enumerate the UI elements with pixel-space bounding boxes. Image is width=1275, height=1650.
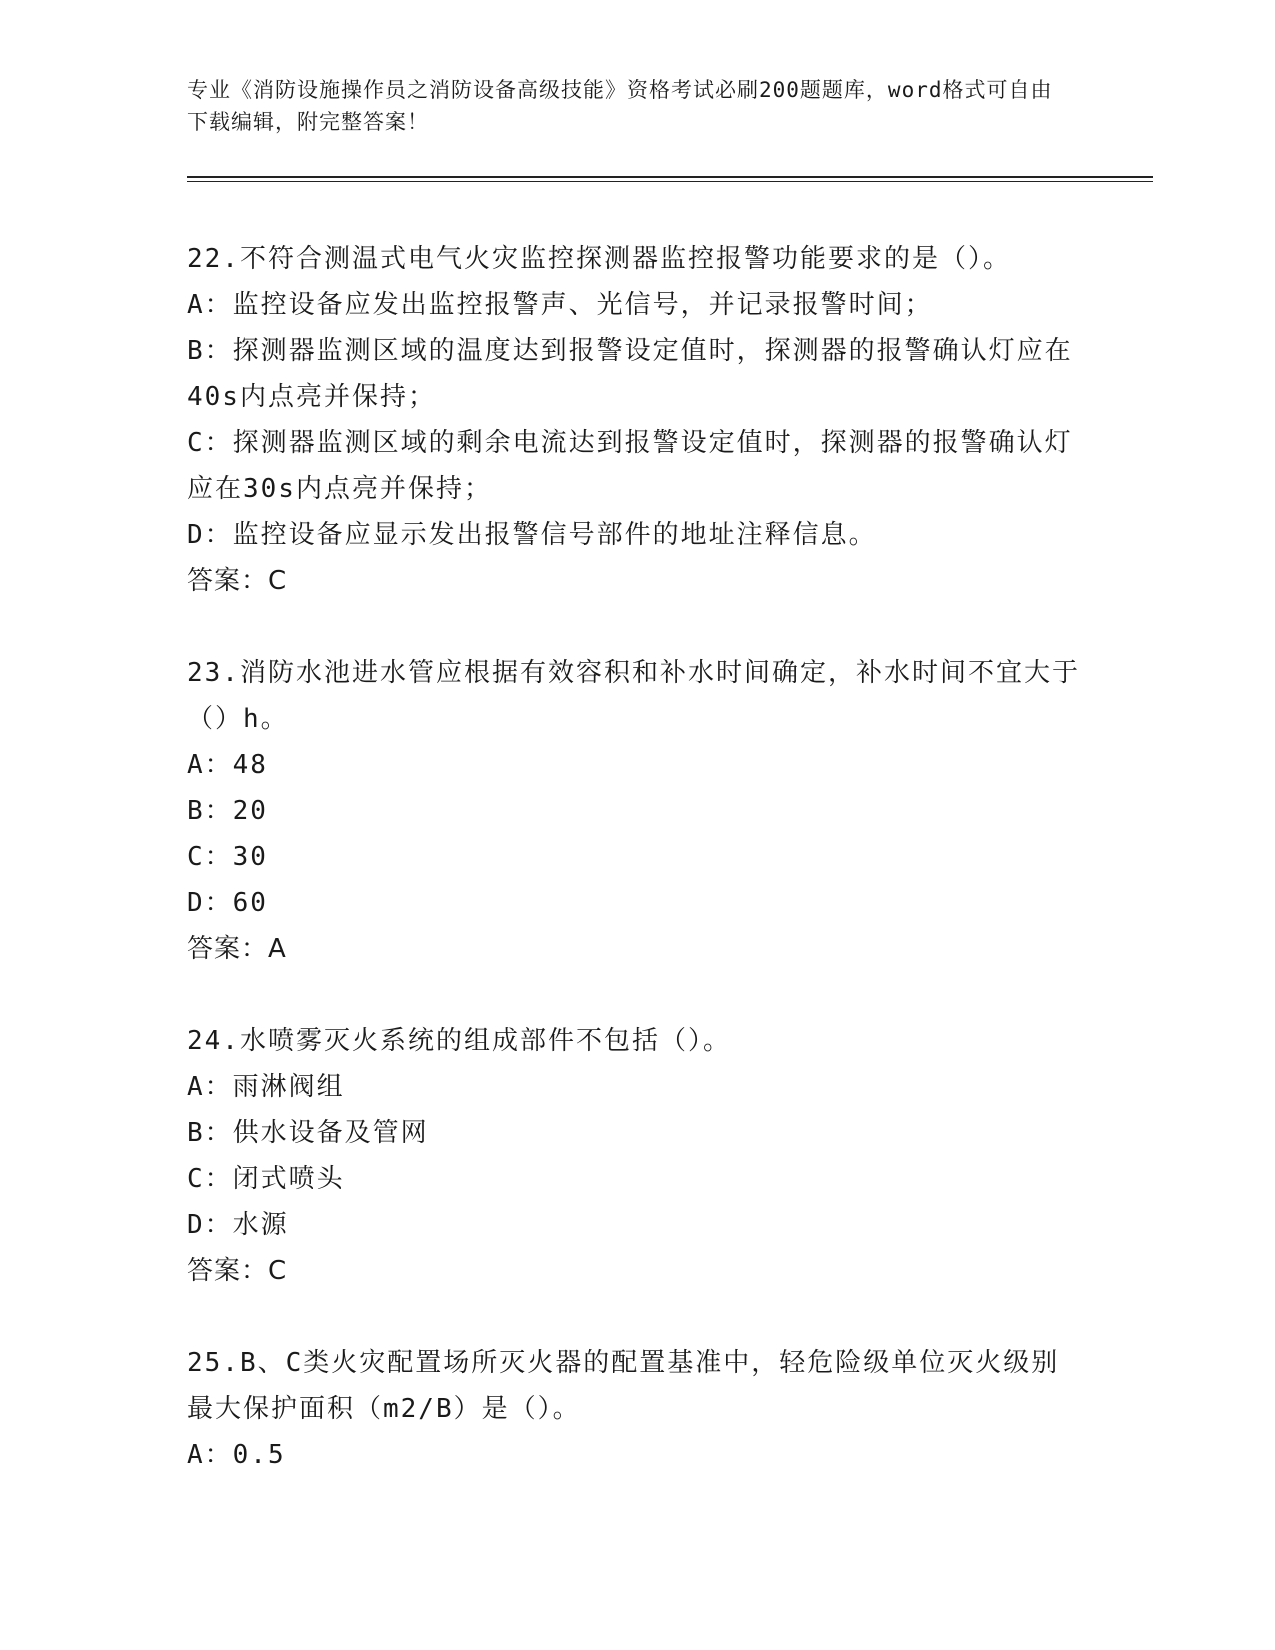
- question-23: [187, 650, 1087, 972]
- option-c: C：30: [187, 842, 268, 872]
- question-stem: 22.不符合测温式电气火灾监控探测器监控报警功能要求的是（）。: [187, 244, 1011, 274]
- option-d: D：水源: [187, 1210, 289, 1240]
- question-list: [187, 236, 1087, 1524]
- question-24: [187, 1018, 1087, 1294]
- option-d: D：监控设备应显示发出报警信号部件的地址注释信息。: [187, 520, 877, 550]
- question-22: [187, 236, 1087, 604]
- header-divider-thick: [187, 176, 1153, 178]
- option-a: A：雨淋阀组: [187, 1072, 345, 1102]
- answer-text: 答案：C: [187, 1256, 288, 1286]
- question-stem: 24.水喷雾灭火系统的组成部件不包括（）。: [187, 1026, 731, 1056]
- option-d: D：60: [187, 888, 268, 918]
- option-a: A：监控设备应发出监控报警声、光信号，并记录报警时间；: [187, 290, 933, 320]
- document-header: 专业《消防设施操作员之消防设备高级技能》资格考试必刷200题题库，word格式可自由下载编辑，附完整答案！: [187, 78, 1053, 134]
- answer-text: 答案：C: [187, 566, 288, 596]
- question-stem: 25.B、C类火灾配置场所灭火器的配置基准中，轻危险级单位灭火级别最大保护面积（m2/B）是（）。: [187, 1348, 1060, 1424]
- header-divider-thin: [187, 181, 1153, 182]
- answer-text: 答案：A: [187, 934, 287, 964]
- option-c: C：闭式喷头: [187, 1164, 345, 1194]
- option-b: B：供水设备及管网: [187, 1118, 429, 1148]
- option-a: A：0.5: [187, 1440, 286, 1470]
- option-a: A：48: [187, 750, 268, 780]
- question-stem: 23.消防水池进水管应根据有效容积和补水时间确定，补水时间不宜大于（）h。: [187, 658, 1080, 734]
- option-c: C：探测器监测区域的剩余电流达到报警设定值时，探测器的报警确认灯应在30s内点亮并保持；: [187, 428, 1073, 504]
- option-b: B：20: [187, 796, 268, 826]
- option-b: B：探测器监测区域的温度达到报警设定值时，探测器的报警确认灯应在40s内点亮并保持；: [187, 336, 1073, 412]
- question-25: [187, 1340, 1087, 1478]
